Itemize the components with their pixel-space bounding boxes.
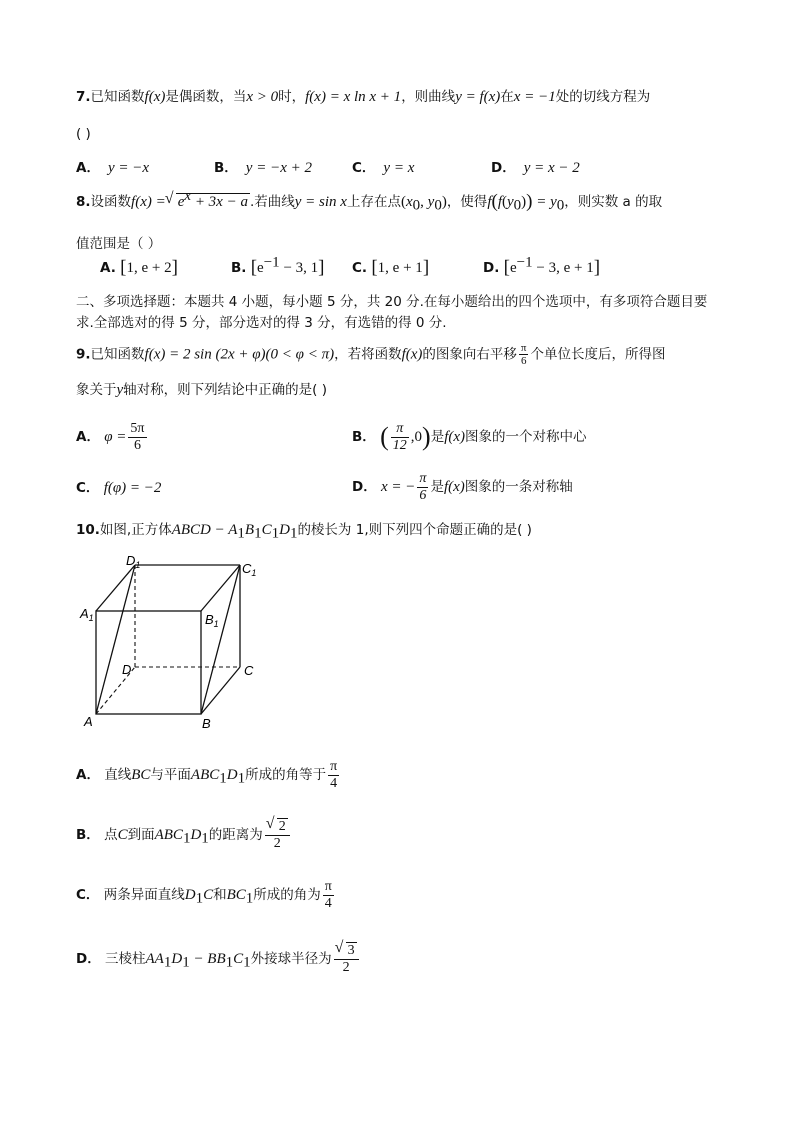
q7-math: y = f(x) xyxy=(455,89,501,105)
q7-math: x > 0 xyxy=(246,89,279,105)
q8-math: f xyxy=(497,194,502,210)
q8-radicand-e: e xyxy=(177,194,185,210)
q8-option-d[interactable]: D. [$e^{-1} - 3$, e + 1] xyxy=(483,254,601,278)
q8-text: ，则实数 a 的取 xyxy=(564,194,663,210)
q8-text: 设函数 xyxy=(90,194,132,210)
label-a: A xyxy=(84,714,93,729)
q9-fraction xyxy=(519,342,529,367)
option-math: C xyxy=(117,827,128,843)
q8-math: y xyxy=(506,194,514,210)
q7-option-d[interactable] xyxy=(491,158,580,178)
q8-math: y = sin x xyxy=(294,194,347,210)
option-math-sub: 1 xyxy=(219,770,227,787)
option-math-sub: 1 xyxy=(182,830,191,847)
q8-math: f xyxy=(487,194,492,210)
fraction-denominator: 6 xyxy=(419,487,427,503)
q9-text: 个单位长度后，所得图 xyxy=(530,346,666,363)
option-text: 两条异面直线 xyxy=(103,887,185,903)
q9-text: 轴对称，则下列结论中正确的是( ) xyxy=(123,382,327,398)
q9-text: 已知函数 xyxy=(90,346,145,363)
q7-stem xyxy=(76,87,650,107)
q7-text: 在 xyxy=(500,89,514,105)
q8-radical xyxy=(166,188,250,212)
option-math: ABC xyxy=(190,767,220,783)
q8-radicand-rest: + 3x − a xyxy=(191,194,248,210)
option-expression: y = x − 2 xyxy=(523,160,580,176)
option-text: 图象的一条对称轴 xyxy=(464,479,573,495)
option-text: 到面 xyxy=(127,827,155,843)
option-expression: 1, e xyxy=(377,260,400,276)
option-math: BC xyxy=(131,767,151,783)
q8-math: f(x) = xyxy=(131,194,166,210)
label-d: D xyxy=(122,662,132,677)
q10-text: 如图,正方体 xyxy=(99,522,172,538)
fraction-denominator: 12 xyxy=(392,437,407,453)
option-letter: D． xyxy=(352,479,377,495)
q9-text: 象关于 xyxy=(76,382,117,398)
option-math: ABC xyxy=(154,827,183,843)
option-expression: x = − xyxy=(381,479,416,495)
option-fraction xyxy=(128,421,146,454)
q8-option-c[interactable]: C. [1, e + 1] xyxy=(352,257,430,278)
option-expression: y = −x xyxy=(107,160,150,176)
fraction-denominator: 4 xyxy=(324,895,332,911)
q7-option-c[interactable] xyxy=(352,158,414,178)
option-fraction xyxy=(334,943,359,976)
q9-number: 9. xyxy=(76,346,91,363)
q10-option-a[interactable] xyxy=(76,758,341,792)
q8-y0: y xyxy=(427,194,435,210)
option-text: 所成的角等于 xyxy=(245,767,327,783)
option-expression: − 3, e xyxy=(532,260,571,276)
option-text: 点 xyxy=(104,827,118,843)
q8-radicand-exp: x xyxy=(184,188,192,204)
q7-math: f(x) xyxy=(144,89,166,105)
q10-math: ABCD − A xyxy=(171,522,238,538)
q10-math-sub: 1 xyxy=(289,525,298,542)
option-letter: B． xyxy=(76,827,100,843)
option-fraction xyxy=(417,471,428,504)
fraction-numerator: π xyxy=(391,421,409,438)
option-math-sub: 1 xyxy=(195,890,204,907)
q10-math: B xyxy=(244,522,255,538)
option-math-sub: 1 xyxy=(163,954,172,971)
q8-math-sub: 0 xyxy=(513,197,522,214)
q10-math-sub: 1 xyxy=(271,525,280,542)
q7-number: 7. xyxy=(76,89,91,105)
option-text: 是 xyxy=(430,429,445,445)
fraction-numerator: 3 xyxy=(347,942,355,958)
label-c1: $C_1$ xyxy=(242,561,257,578)
q7-math: f(x) = x ln x + 1 xyxy=(305,89,402,105)
option-expression: 1, e xyxy=(126,260,149,276)
option-expression: − 3, 1 xyxy=(279,260,319,276)
fraction-numerator: π xyxy=(324,878,332,894)
option-math: D xyxy=(226,767,238,783)
q7-answer-paren: ( ) xyxy=(76,126,91,142)
q8-math: = y xyxy=(532,194,557,210)
q10-math: C xyxy=(261,522,272,538)
q7-math: x = −1 xyxy=(513,89,556,105)
q9-option-a[interactable] xyxy=(76,420,149,454)
option-letter: D. xyxy=(483,260,500,276)
option-expression: f(x) xyxy=(444,429,466,445)
q8-number: 8. xyxy=(76,194,91,210)
cube-figure xyxy=(74,553,274,738)
option-sup: −1 xyxy=(516,254,533,271)
q9-option-b[interactable]: B． ( $\frac{\pi}{12}$ ,0)是f(x)图象的一个对称中心 xyxy=(352,420,587,453)
q8-text: 上存在点 xyxy=(346,194,401,210)
q9-math: f(x) = 2 sin (2x + φ)(0 < φ < π) xyxy=(144,346,335,363)
section-2-instructions-line1: 二、多项选择题：本题共 4 小题，每小题 5 分，共 20 分.在每小题给出的四个选项中，有多项符合题目要 xyxy=(76,294,708,310)
option-letter: B． xyxy=(352,429,376,445)
q9-math: y xyxy=(116,382,124,398)
q7-text: ，则曲线 xyxy=(401,89,456,105)
fraction-denominator: 6 xyxy=(520,355,527,367)
option-math: D xyxy=(190,827,202,843)
option-letter: A． xyxy=(76,429,100,445)
q7-text: 处的切线方程为 xyxy=(555,89,651,105)
option-letter: C． xyxy=(76,480,100,496)
option-math: D xyxy=(171,951,183,967)
q8-stem: 8.设函数f(x) =√ $e^x + 3x - a$ .若曲线y = sin x上存在点($x_0$, $y_0$)，使得$f(f(y_0)) = y_0$，则实数 a 的取 xyxy=(76,192,662,212)
option-expression: f(x) xyxy=(443,479,465,495)
option-letter: C． xyxy=(76,887,100,903)
option-math-sub: 1 xyxy=(225,954,234,971)
q8-text: .若曲线 xyxy=(249,194,295,210)
option-text: 与平面 xyxy=(150,767,191,783)
option-text: 所成的角为 xyxy=(253,887,321,903)
option-expression: y = x xyxy=(383,160,415,176)
option-math: − BB xyxy=(189,951,226,967)
q8-y0-sub: 0 xyxy=(434,197,442,214)
label-b: B xyxy=(202,716,211,731)
q7-text: 已知函数 xyxy=(90,89,145,105)
q10-math-sub: 1 xyxy=(237,525,245,542)
option-letter: A. xyxy=(100,260,116,276)
option-expression: ,0 xyxy=(410,429,423,445)
fraction-denominator: 2 xyxy=(342,959,350,975)
section-2-instructions-line2: 求.全部选对的得 5 分，部分选对的得 3 分，有选错的得 0 分. xyxy=(76,315,447,331)
fraction-numerator: 2 xyxy=(278,818,286,834)
q7-text: 是偶函数，当 xyxy=(165,89,247,105)
option-letter: C． xyxy=(352,160,376,176)
q9-text: 的图象向右平移 xyxy=(422,346,517,363)
option-letter: D． xyxy=(491,160,516,176)
q8-math-sub: 0 xyxy=(556,197,565,214)
label-b1: $B_1$ xyxy=(205,612,219,629)
option-letter: A． xyxy=(76,160,100,176)
option-math-sub: 1 xyxy=(245,890,254,907)
q7-text: 时， xyxy=(278,89,306,105)
q7-option-b[interactable] xyxy=(214,158,312,178)
option-fraction xyxy=(328,759,339,792)
option-math: D xyxy=(184,887,196,903)
q9-math: f(x) xyxy=(401,346,423,363)
option-math: C xyxy=(233,951,244,967)
fraction-denominator: 4 xyxy=(330,775,338,791)
q10-text: 的棱长为 1,则下列四个命题正确的是( ) xyxy=(297,522,532,538)
option-fraction xyxy=(323,879,334,912)
label-c: C xyxy=(244,663,254,678)
option-math-sub: 1 xyxy=(243,954,251,971)
q8-x0: x xyxy=(405,194,413,210)
option-math-sub: 1 xyxy=(201,830,209,847)
q10-option-b[interactable] xyxy=(76,816,292,854)
q10-number: 10. xyxy=(76,522,100,538)
fraction-numerator: 5π xyxy=(130,420,145,436)
option-text: 和 xyxy=(213,887,227,903)
option-text: 的距离为 xyxy=(208,827,263,843)
option-expression: e xyxy=(257,260,264,276)
option-sup: −1 xyxy=(263,254,280,271)
option-text: 是 xyxy=(430,479,444,495)
q8-text: ，使得 xyxy=(446,194,488,210)
option-letter: A． xyxy=(76,767,100,783)
option-math-sub: 1 xyxy=(237,770,246,787)
front-face-aa1b1b xyxy=(96,611,201,714)
q9-stem xyxy=(76,342,665,367)
q8-stem-line2: 值范围是（ ） xyxy=(76,236,162,252)
option-fraction xyxy=(265,819,290,852)
option-expression: + 2 xyxy=(148,260,172,276)
label-a1: $A_1$ xyxy=(80,606,94,623)
q8-option-b[interactable]: B. [$e^{-1} - 3$, 1] xyxy=(231,254,325,278)
q10-math-sub: 1 xyxy=(254,525,262,542)
fraction-numerator: π xyxy=(520,342,527,354)
option-text: 图象的一个对称中心 xyxy=(465,429,587,445)
option-math: BC xyxy=(226,887,246,903)
option-letter: B. xyxy=(231,260,247,276)
fraction-numerator: π xyxy=(330,758,338,774)
option-letter: C. xyxy=(352,260,368,276)
label-d1: $D_1$ xyxy=(126,553,141,570)
option-expression: e xyxy=(509,260,517,276)
option-letter: D． xyxy=(76,951,101,967)
q7-option-a[interactable] xyxy=(76,158,149,178)
option-text: 外接球半径为 xyxy=(250,951,332,967)
option-expression: y = −x + 2 xyxy=(245,160,312,176)
q9-option-d[interactable] xyxy=(352,470,573,504)
option-math: AA xyxy=(145,951,164,967)
option-math: C xyxy=(203,887,214,903)
q8-option-a[interactable]: A. [1, e + 2] xyxy=(100,257,178,278)
option-letter: B． xyxy=(214,160,238,176)
option-expression: + 1 xyxy=(570,260,594,276)
fraction-denominator: 2 xyxy=(273,835,281,851)
option-expression: f(φ) = −2 xyxy=(103,480,162,496)
q10-option-d[interactable] xyxy=(76,940,361,978)
option-math-sub: 1 xyxy=(182,954,190,971)
option-text: 三棱柱 xyxy=(105,951,146,967)
q10-math: D xyxy=(279,522,290,538)
fraction-denominator: 6 xyxy=(133,437,141,453)
option-expression: + 1 xyxy=(399,260,423,276)
q10-option-c[interactable] xyxy=(76,878,336,912)
option-expression: φ = xyxy=(104,429,127,445)
q8-x0-sub: 0 xyxy=(412,197,421,214)
q9-option-c[interactable] xyxy=(76,478,161,498)
option-text: 直线 xyxy=(104,767,132,783)
q9-stem-line2 xyxy=(76,380,327,400)
option-fraction xyxy=(391,421,409,454)
fraction-numerator: π xyxy=(419,470,427,486)
q9-text: ，若将函数 xyxy=(334,346,402,363)
q10-stem xyxy=(76,520,532,540)
